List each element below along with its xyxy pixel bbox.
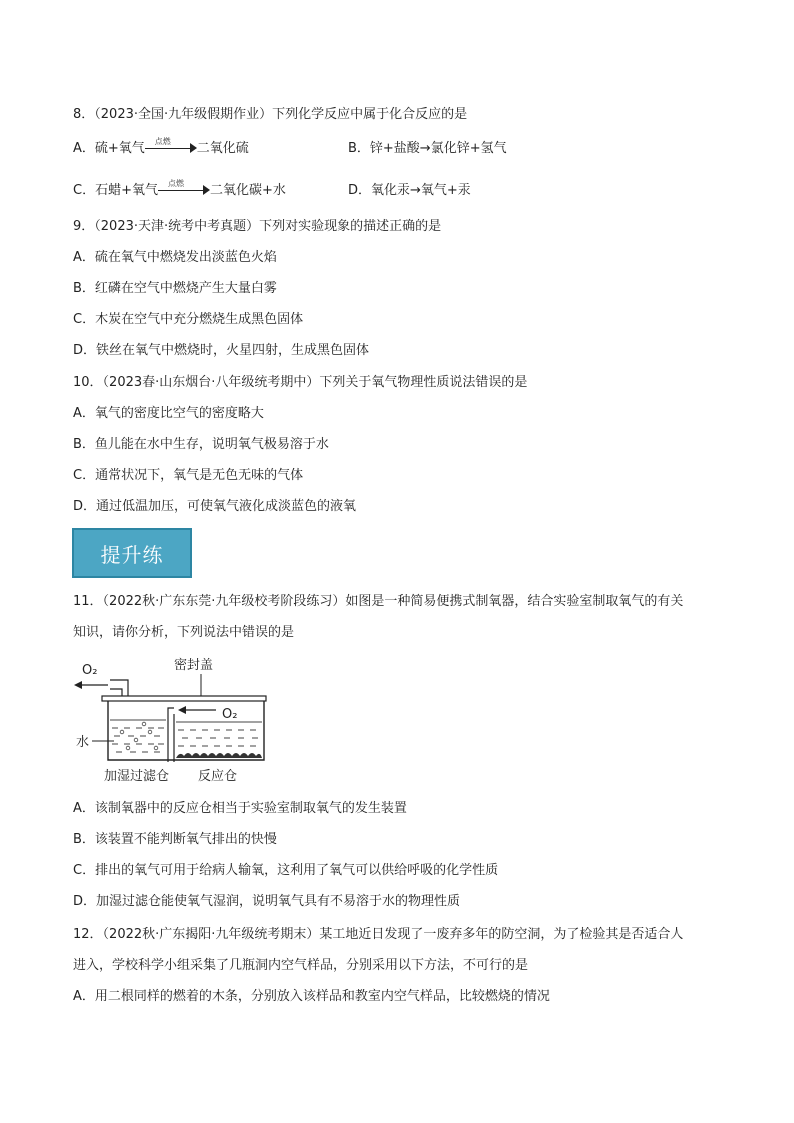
q9-option-d: D．铁丝在氧气中燃烧时，火星四射，生成黑色固体 xyxy=(73,343,370,358)
q9-option-b: B．红磷在空气中燃烧产生大量白雾 xyxy=(73,281,277,296)
q11-stem-line1: 11．（2022秋·广东东莞·九年级校考阶段练习）如图是一种简易便携式制氧器，结合实验室制取氧气的有关 xyxy=(73,594,684,609)
reagent xyxy=(176,753,262,758)
q8-option-c-reactants: C．石蜡+氧气 xyxy=(73,183,158,198)
q8-option-a-reactants: A．硫+氧气 xyxy=(73,141,145,156)
q10-option-a: A．氧气的密度比空气的密度略大 xyxy=(73,406,264,421)
q9-stem: 9．（2023·天津·统考中考真题）下列对实验现象的描述正确的是 xyxy=(73,219,442,234)
q11-option-a: A．该制氧器中的反应仓相当于实验室制取氧气的发生装置 xyxy=(73,801,407,816)
q8-option-d: D．氧化汞→氧气+汞 xyxy=(348,183,471,198)
oxygen-generator-diagram xyxy=(70,652,290,788)
outlet-pipe xyxy=(110,680,128,698)
q8-option-a xyxy=(73,136,249,158)
q11-option-d: D．加湿过滤仓能使氧气湿润，说明氧气具有不易溶于水的物理性质 xyxy=(73,894,461,909)
reaction-condition: 点燃 xyxy=(154,136,171,146)
q11-option-b: B．该装置不能判断氧气排出的快慢 xyxy=(73,832,277,847)
reaction-condition: 点燃 xyxy=(167,178,184,188)
q10-option-b: B．鱼儿能在水中生存，说明氧气极易溶于水 xyxy=(73,437,329,452)
reaction-arrow-icon xyxy=(145,136,197,156)
q9-option-a: A．硫在氧气中燃烧发出淡蓝色火焰 xyxy=(73,250,277,265)
q8-option-c xyxy=(73,178,286,200)
q10-stem: 10．（2023春·山东烟台·八年级统考期中）下列关于氧气物理性质说法错误的是 xyxy=(73,375,528,390)
water-label: 水 xyxy=(76,735,90,750)
o2-out-label: O₂ xyxy=(82,663,98,678)
q11-option-c: C．排出的氧气可用于给病人输氧，这利用了氧气可以供给呼吸的化学性质 xyxy=(73,863,499,878)
reaction-chamber-label: 反应仓 xyxy=(198,769,238,784)
q8-option-c-product: 二氧化碳+水 xyxy=(209,183,286,198)
section-badge: 提升练 xyxy=(72,528,192,578)
bubbles xyxy=(120,722,158,750)
q12-stem-line2: 进入，学校科学小组采集了几瓶洞内空气样品，分别采用以下方法，不可行的是 xyxy=(73,958,529,973)
seal-cap xyxy=(102,696,266,701)
reaction-arrow-icon xyxy=(158,178,210,198)
q10-option-c: C．通常状况下，氧气是无色无味的气体 xyxy=(73,468,304,483)
q12-stem-line1: 12．（2022秋·广东揭阳·九年级统考期末）某工地近日发现了一废弃多年的防空洞，为了检验其是否适合人 xyxy=(73,927,684,942)
o2-in-label: O₂ xyxy=(222,707,238,722)
q10-option-d: D．通过低温加压，可使氧气液化成淡蓝色的液氧 xyxy=(73,499,357,514)
q8-option-a-product: 二氧化硫 xyxy=(196,141,249,156)
filter-chamber-label: 加湿过滤仓 xyxy=(104,769,170,784)
q12-option-a: A．用二根同样的燃着的木条，分别放入该样品和教室内空气样品，比较燃烧的情况 xyxy=(73,989,550,1004)
q8-option-b: B．锌+盐酸→氯化锌+氢气 xyxy=(348,141,507,156)
q9-option-c: C．木炭在空气中充分燃烧生成黑色固体 xyxy=(73,312,304,327)
water-right xyxy=(176,722,262,746)
seal-cap-label: 密封盖 xyxy=(174,658,214,673)
q8-stem: 8．（2023·全国·九年级假期作业）下列化学反应中属于化合反应的是 xyxy=(73,107,468,122)
q11-stem-line2: 知识，请你分析，下列说法中错误的是 xyxy=(73,625,295,640)
